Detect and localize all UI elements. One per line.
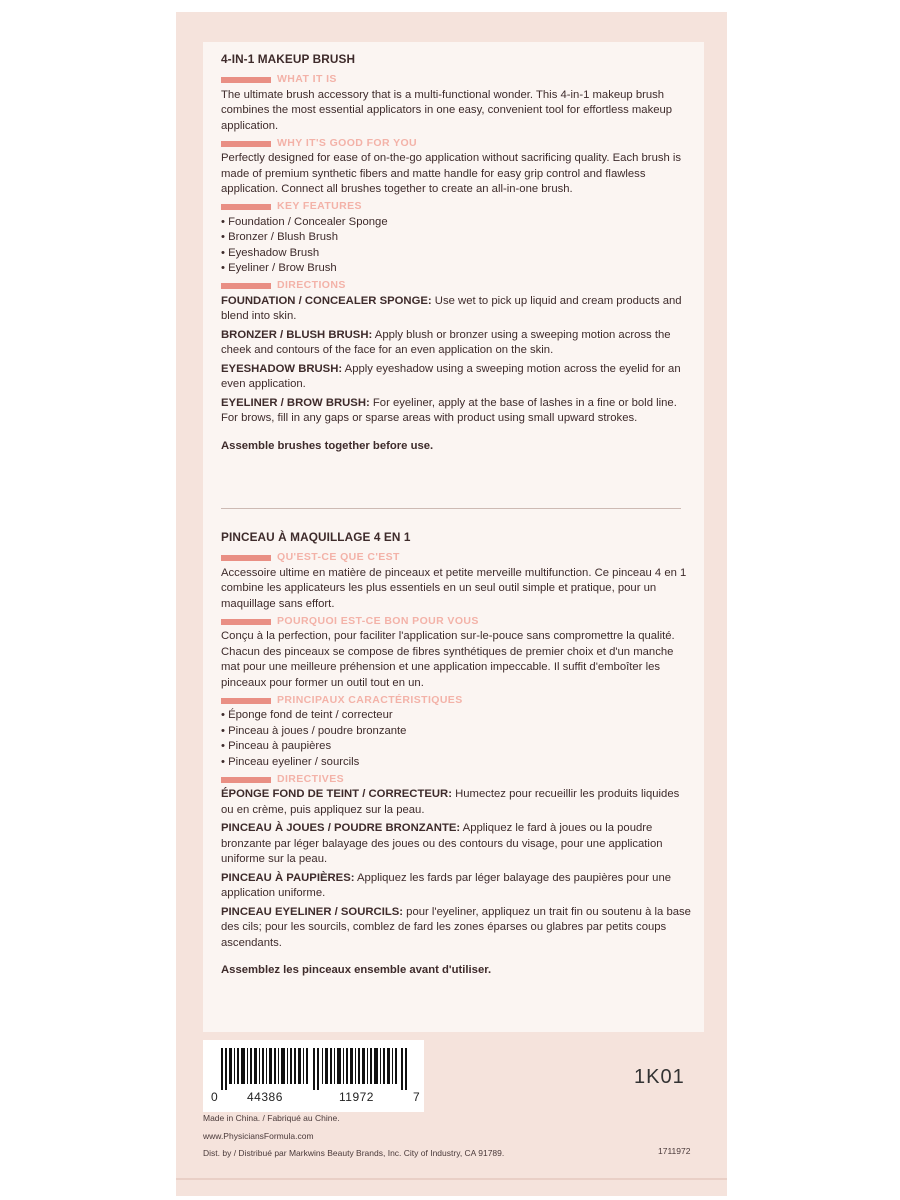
section-header-why-good: WHY IT'S GOOD FOR YOU: [221, 136, 691, 151]
accent-bar: [221, 77, 271, 83]
section-header-what-it-is: WHAT IT IS: [221, 73, 691, 88]
direction-text: For eyeliner, apply at the base of lashes in a fine or bold line. For brows, fill in any gaps or sparse areas with product using small upward strokes.: [221, 396, 677, 424]
direction-item: [221, 362, 691, 393]
section-header-key-features-fr: PRINCIPAUX CARACTÉRISTIQUES: [221, 693, 691, 708]
product-code: 1711972: [658, 1146, 691, 1156]
direction-item-fr: [221, 787, 691, 818]
direction-label: EYELINER / BROW BRUSH:: [221, 396, 370, 409]
lot-code: 1K01: [634, 1066, 685, 1088]
barcode-bars: [221, 1048, 411, 1090]
feature-item-fr: • Pinceau à paupières: [221, 739, 691, 755]
assemble-note-fr: Assemblez les pinceaux ensemble avant d'utiliser.: [221, 964, 492, 976]
direction-text: Use wet to pick up liquid and cream products and blend into skin.: [221, 294, 682, 322]
direction-item: [221, 396, 691, 427]
direction-item-fr: [221, 821, 691, 868]
direction-text: pour l'eyeliner, appliquez un trait fin ou soutenu à la base des cils; pour les sourcils, comblez de fard les zones éparses ou glabres par petits coups ascendants.: [221, 905, 691, 949]
accent-bar: [221, 141, 271, 147]
section-header-key-features: KEY FEATURES: [221, 200, 691, 215]
direction-text: Appliquez les fards par léger balayage des paupières pour une application uniforme.: [221, 871, 672, 899]
accent-bar: [221, 283, 271, 289]
accent-bar: [221, 698, 271, 704]
barcode-digit: 44386: [247, 1090, 283, 1104]
section-divider: [221, 508, 681, 509]
assemble-note: Assemble brushes together before use.: [221, 439, 434, 452]
direction-label: FOUNDATION / CONCEALER SPONGE:: [221, 294, 432, 307]
feature-item: • Eyeliner / Brow Brush: [221, 261, 691, 277]
why-good-text: Perfectly designed for ease of on-the-go application without sacrificing quality. Each brush is made of premium synthetic fibers and matte handle for easy grip control and flawless application. Connect all brushes together to create an all-in-one brush.: [221, 152, 682, 195]
direction-label: BRONZER / BLUSH BRUSH:: [221, 328, 373, 341]
direction-item-fr: [221, 871, 691, 902]
section-header-directions: DIRECTIONS: [221, 279, 691, 294]
accent-bar: [221, 204, 271, 210]
feature-item: • Bronzer / Blush Brush: [221, 230, 691, 246]
product-title-fr: PINCEAU À MAQUILLAGE 4 EN 1: [221, 530, 411, 544]
feature-item: • Foundation / Concealer Sponge: [221, 215, 691, 231]
barcode-digit: 0: [211, 1090, 219, 1104]
box-edge: [176, 1178, 727, 1180]
direction-label: PINCEAU EYELINER / SOURCILS:: [221, 905, 404, 918]
direction-label: EYESHADOW BRUSH:: [221, 362, 343, 375]
accent-bar: [221, 619, 271, 625]
direction-text: Appliquez le fard à joues ou la poudre bronzante par léger balayage des joues ou des contours du visage, pour une application uniforme sur la peau.: [221, 822, 663, 865]
product-title: 4-IN-1 MAKEUP BRUSH: [221, 52, 356, 66]
feature-item-fr: • Pinceau eyeliner / sourcils: [221, 755, 691, 771]
direction-text: Humectez pour recueillir les produits liquides ou en crème, puis appliquez sur la peau.: [221, 788, 680, 816]
barcode-digit: 7: [413, 1090, 421, 1104]
accent-bar: [221, 777, 271, 783]
barcode: [203, 1040, 424, 1112]
section-header-why-good-fr: POURQUOI EST-CE BON POUR VOUS: [221, 614, 691, 629]
barcode-digit: 11972: [339, 1090, 374, 1104]
direction-text: Apply blush or bronzer using a sweeping motion across the cheek and contours of the face for an even application on the skin.: [221, 328, 671, 356]
section-header-directions-fr: DIRECTIVES: [221, 772, 691, 787]
feature-item-fr: • Éponge fond de teint / correcteur: [221, 708, 691, 724]
accent-bar: [221, 555, 271, 561]
direction-label: ÉPONGE FOND DE TEINT / CORRECTEUR:: [221, 788, 452, 800]
made-in-text: Made in China. / Fabriqué au Chine.: [203, 1113, 340, 1123]
section-header-what-it-is-fr: QU'EST-CE QUE C'EST: [221, 551, 691, 566]
feature-item-fr: • Pinceau à joues / poudre bronzante: [221, 724, 691, 740]
why-good-text-fr: Conçu à la perfection, pour faciliter l'application sur-le-pouce sans compromettre la qualité. Chacun des pinceaux se compose de fibres synthétiques de premier choix et d'un manche mat pour une meilleure préhension et une application impeccable. Il suffit d'emboîter les pinceaux pour former un outil tout en un.: [221, 630, 675, 689]
feature-item: • Eyeshadow Brush: [221, 246, 691, 262]
website-text: www.PhysiciansFormula.com: [203, 1131, 314, 1141]
english-section: [221, 52, 691, 454]
direction-item: [221, 328, 691, 359]
direction-item-fr: [221, 905, 691, 952]
direction-label: PINCEAU À PAUPIÈRES:: [221, 871, 355, 884]
direction-label: PINCEAU À JOUES / POUDRE BRONZANTE:: [221, 822, 461, 834]
direction-text: Apply eyeshadow using a sweeping motion across the eyelid for an even application.: [221, 362, 681, 390]
distributor-text: Dist. by / Distribué par Markwins Beauty Brands, Inc. City of Industry, CA 91789.: [203, 1148, 505, 1158]
what-it-is-text-fr: Accessoire ultime en matière de pinceaux et petite merveille multifunction. Ce pinceau 4 en 1 combine les applicateurs les plus essentiels en un seul outil simple et pratique, pour un maquillage sans effort.: [221, 566, 687, 610]
direction-item: [221, 294, 691, 325]
french-section: [221, 530, 691, 979]
what-it-is-text: The ultimate brush accessory that is a multi-functional wonder. This 4-in-1 makeup brush combines the most essential applicators in one easy, convenient tool for effortless makeup application.: [221, 88, 673, 132]
